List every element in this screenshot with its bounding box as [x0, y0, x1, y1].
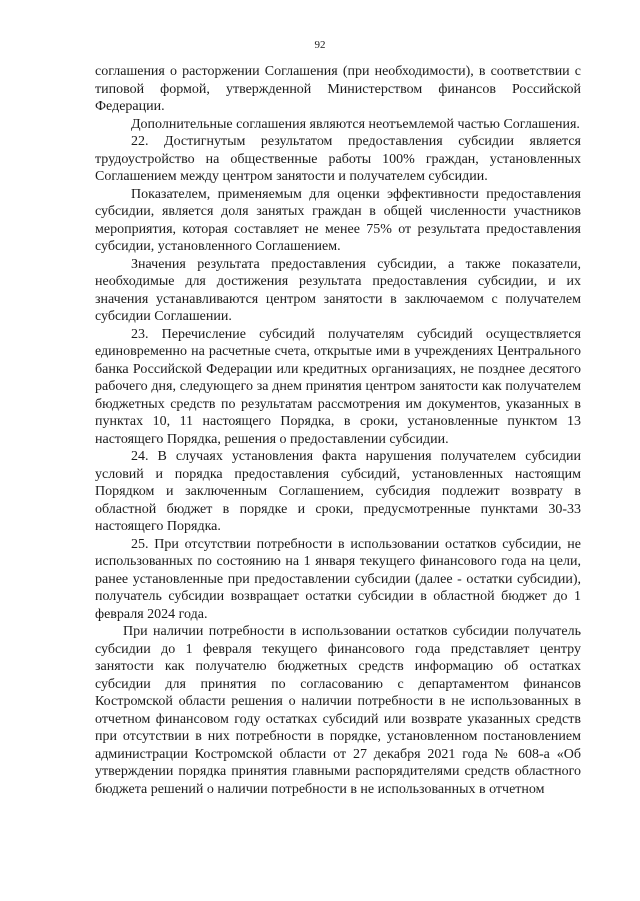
paragraph-additional-agreements: Дополнительные соглашения являются неотъемлемой частью Соглашения.	[131, 116, 580, 132]
paragraph-item-24: 24. В случаях установления факта нарушения получателем субсидии условий и порядка предоставления субсидий, установленных настоящим Порядком и заключенным Соглашением, субсидия подлежит возврату в областной бюджет в порядке и сроки, предусмотренные пунктами 30-33 настоящего Порядка.	[95, 449, 581, 534]
document-body	[95, 63, 581, 798]
paragraph-remaining-need: При наличии потребности в использовании остатков субсидии получатель субсидии до 1 февраля текущего финансового года представляет центру занятости как получателю бюджетных средств информацию об остатках субсидии для принятия по согласованию с департаментом финансов Костромской области решения о наличии потребности в не использованных в отчетном финансовом году остатках субсидий или возврате указанных средств при отсутствии в них потребности в порядке, установленном постановлением администрации Костромской области от 27 декабря 2021 года № 608-а «Об утверждении порядка принятия главными распорядителями средств областного бюджета решений о наличии потребности в не использованных в отчетном	[95, 624, 581, 797]
page-number: 92	[314, 39, 326, 51]
paragraph-item-22: 22. Достигнутым результатом предоставления субсидии является трудоустройство на общественные работы 100% граждан, установленных Соглашением между центром занятости и получателем субсидии.	[95, 134, 581, 184]
paragraph-item-25: 25. При отсутствии потребности в использовании остатков субсидии, не использованных по состоянию на 1 января текущего финансового года на цели, ранее установленные при предоставлении субсидии (далее - остатки субсидии), получатель субсидии возвращает остатки субсидии в областной бюджет до 1 февраля 2024 года.	[95, 536, 581, 622]
paragraph-item-23: 23. Перечисление субсидий получателям субсидий осуществляется единовременно на расчетные счета, открытые ими в учреждениях Центрального банка Российской Федерации или кредитных организациях, не позднее десятого рабочего дня, следующего за днем принятия центром занятости как получателем бюджетных средств по результатам рассмотрения им документов, указанных в пунктах 10, 11 настоящего Порядка, в сроки, установленные пунктом 13 настоящего Порядка, решения о предоставлении субсидии.	[95, 326, 581, 447]
paragraph-result-values: Значения результата предоставления субсидии, а также показатели, необходимые для достижения результата предоставления субсидии, и их значения устанавливаются центром занятости в заключаемом с получателем субсидии Соглашении.	[95, 256, 581, 324]
paragraph-efficiency-indicator: Показателем, применяемым для оценки эффективности предоставления субсидии, является доля занятых граждан в общей численности участников мероприятия, которая составляет не менее 75% от результата предоставления субсидии, установленного Соглашением.	[95, 186, 581, 254]
paragraph-agreement-termination: соглашения о расторжении Соглашения (при необходимости), в соответствии с типовой формой, утвержденной Министерством финансов Российской Федерации.	[95, 64, 581, 114]
